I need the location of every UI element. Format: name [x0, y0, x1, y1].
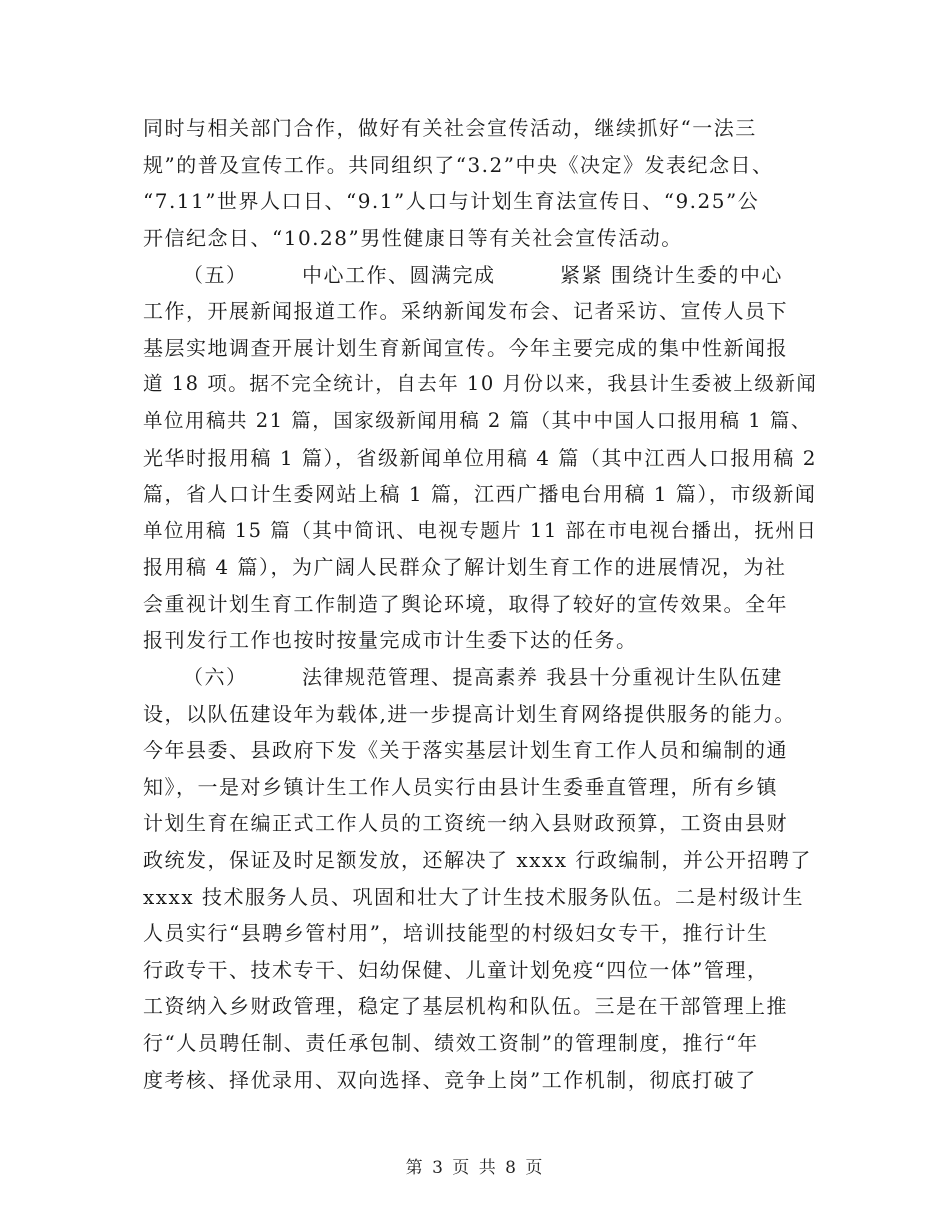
text-line: 政统发，保证及时足额发放，还解决了 xxxx 行政编制，并公开招聘了 — [143, 848, 812, 872]
text-line: 度考核、择优录用、双向选择、竞争上岗”工作机制，彻底打破了 — [143, 1068, 757, 1092]
text-line: 今年县委、县政府下发《关于落实基层计划生育工作人员和编制的通 — [143, 738, 788, 762]
text-line: 光华时报用稿 1 篇），省级新闻单位用稿 4 篇（其中江西人口报用稿 2 — [143, 446, 817, 470]
text-line: 知》，一是对乡镇计生工作人员实行由县计生委垂直管理，所有乡镇 — [143, 775, 778, 799]
text-line: 开信纪念日、“10.28”男性健康日等有关社会宣传活动。 — [143, 226, 683, 250]
text-line: 基层实地调查开展计划生育新闻宣传。今年主要完成的集中性新闻报 — [143, 336, 788, 360]
section-heading-five: （五） 中心工作、圆满完成 紧紧 围绕计生委的中心 — [183, 263, 783, 287]
text-line: 人员实行“县聘乡管村用”，培训技能型的村级妇女专干，推行计生 — [143, 921, 769, 945]
text-line: 行政专干、技术专干、妇幼保健、儿童计划免疫“四位一体”管理， — [143, 958, 769, 982]
text-line: 单位用稿共 21 篇，国家级新闻用稿 2 篇（其中中国人口报用稿 1 篇、 — [143, 409, 812, 432]
text-line: 工作，开展新闻报道工作。采纳新闻发布会、记者采访、宣传人员下 — [143, 299, 788, 323]
text-line: 工资纳入乡财政管理，稳定了基层机构和队伍。三是在干部管理上推 — [143, 994, 788, 1018]
text-line: xxxx 技术服务人员、巩固和壮大了计生技术服务队伍。二是村级计生 — [143, 885, 804, 909]
text-line: 同时与相关部门合作，做好有关社会宣传活动，继续抓好“一法三 — [143, 116, 757, 140]
text-line: 篇，省人口计生委网站上稿 1 篇，江西广播电台用稿 1 篇），市级新闻 — [143, 482, 817, 506]
text-line: 单位用稿 15 篇（其中简讯、电视专题片 11 部在市电视台播出，抚州日 — [143, 519, 818, 542]
text-line: 规”的普及宣传工作。共同组织了“3.2”中央《决定》发表纪念日、 — [143, 153, 774, 177]
text-line: 报刊发行工作也按时按量完成市计生委下达的任务。 — [143, 628, 638, 652]
text-line: 报用稿 4 篇），为广阔人民群众了解计划生育工作的进展情况，为社 — [143, 555, 787, 579]
text-line: 会重视计划生育工作制造了舆论环境，取得了较好的宣传效果。全年 — [143, 592, 788, 616]
text-line: 计划生育在编正式工作人员的工资统一纳入县财政预算，工资由县财 — [143, 811, 788, 835]
text-line: 设，以队伍建设年为载体,进一步提高计划生育网络提供服务的能力。 — [143, 702, 796, 726]
text-line: 行“人员聘任制、责任承包制、绩效工资制”的管理制度，推行“年 — [143, 1031, 759, 1055]
page-number-footer: 第 3 页 共 8 页 — [405, 1158, 545, 1178]
text-line: “7.11”世界人口日、“9.1”人口与计划生育法宣传日、“9.25”公 — [143, 189, 760, 213]
section-heading-six: （六） 法律规范管理、提高素养 我县十分重视计生队伍建 — [183, 665, 783, 689]
text-line: 道 18 项。据不完全统计，自去年 10 月份以来，我县计生委被上级新闻 — [143, 372, 818, 395]
